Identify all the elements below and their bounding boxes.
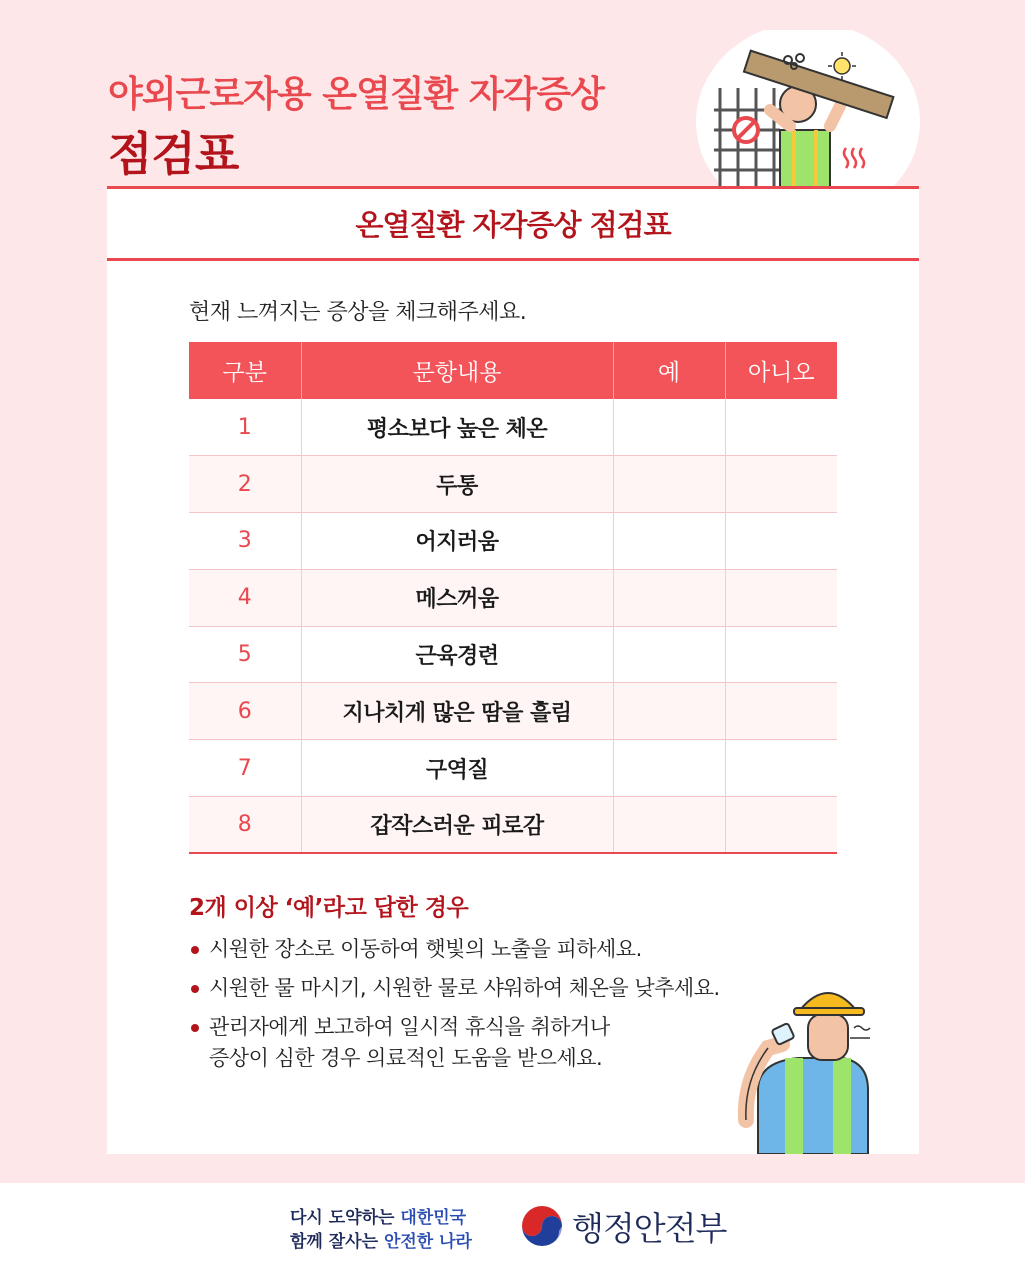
- yes-check-cell[interactable]: [613, 569, 725, 626]
- result-title: 2개 이상 ‘예’라고 답한 경우: [189, 895, 469, 921]
- symptom-checklist-table: [189, 342, 837, 854]
- header-title: 야외근로자용 온열질환 자각증상: [108, 74, 604, 115]
- row-number: 5: [189, 626, 301, 683]
- table-row: [189, 626, 837, 683]
- advice-item-line: 관리자에게 보고하여 일시적 휴식을 취하거나: [209, 1015, 610, 1039]
- row-number: 8: [189, 797, 301, 854]
- yes-check-cell[interactable]: [613, 513, 725, 570]
- yes-check-cell[interactable]: [613, 626, 725, 683]
- yes-check-cell[interactable]: [613, 797, 725, 854]
- drinking-worker-illustration: [738, 970, 888, 1154]
- column-header-yes: 예: [613, 342, 725, 399]
- header-subtitle: 점검표: [108, 127, 239, 181]
- card-title: 온열질환 자각증상 점검표: [107, 189, 919, 261]
- slogan-highlight: 대한민국: [400, 1208, 467, 1228]
- table-row: [189, 797, 837, 854]
- row-number: 4: [189, 569, 301, 626]
- yes-check-cell[interactable]: [613, 456, 725, 513]
- symptom-item: 두통: [301, 456, 613, 513]
- table-row: [189, 569, 837, 626]
- symptom-item: 어지러움: [301, 513, 613, 570]
- no-check-cell[interactable]: [725, 683, 837, 740]
- no-check-cell[interactable]: [725, 399, 837, 456]
- symptom-item: 구역질: [301, 740, 613, 797]
- instruction-text: 현재 느껴지는 증상을 체크해주세요.: [189, 300, 527, 325]
- table-row: [189, 740, 837, 797]
- row-number: 7: [189, 740, 301, 797]
- no-check-cell[interactable]: [725, 513, 837, 570]
- construction-worker-illustration: [690, 30, 920, 190]
- row-number: 1: [189, 399, 301, 456]
- table-row: [189, 683, 837, 740]
- yes-check-cell[interactable]: [613, 740, 725, 797]
- advice-item: [189, 1012, 789, 1074]
- no-check-cell[interactable]: [725, 569, 837, 626]
- symptom-item: 갑작스러운 피로감: [301, 797, 613, 854]
- slogan-highlight: 안전한 나라: [383, 1232, 472, 1252]
- symptom-item: 평소보다 높은 체온: [301, 399, 613, 456]
- symptom-item: 지나치게 많은 땀을 흘림: [301, 683, 613, 740]
- row-number: 6: [189, 683, 301, 740]
- column-header-category: 구분: [189, 342, 301, 399]
- row-number: 3: [189, 513, 301, 570]
- no-check-cell[interactable]: [725, 456, 837, 513]
- yes-check-cell[interactable]: [613, 399, 725, 456]
- no-check-cell[interactable]: [725, 626, 837, 683]
- no-check-cell[interactable]: [725, 797, 837, 854]
- yes-check-cell[interactable]: [613, 683, 725, 740]
- taegeuk-emblem-icon: [521, 1205, 563, 1247]
- ministry-name: 행정안전부: [572, 1209, 727, 1248]
- footer: [0, 1183, 1025, 1281]
- table-row: [189, 513, 837, 570]
- no-check-cell[interactable]: [725, 740, 837, 797]
- advice-item-line: 증상이 심한 경우 의료적인 도움을 받으세요.: [209, 1046, 603, 1070]
- symptom-item: 메스꺼움: [301, 569, 613, 626]
- slogan-text: 다시 도약하는: [290, 1208, 401, 1228]
- table-header-row: [189, 342, 837, 399]
- table-row: [189, 399, 837, 456]
- symptom-item: 근육경련: [301, 626, 613, 683]
- government-slogan: [290, 1206, 472, 1254]
- column-header-no: 아니오: [725, 342, 837, 399]
- advice-item: 시원한 장소로 이동하여 햇빛의 노출을 피하세요.: [189, 934, 789, 965]
- advice-item: 시원한 물 마시기, 시원한 물로 샤워하여 체온을 낮추세요.: [189, 973, 789, 1004]
- row-number: 2: [189, 456, 301, 513]
- slogan-text: 함께 잘사는: [290, 1232, 384, 1252]
- column-header-item: 문항내용: [301, 342, 613, 399]
- table-row: [189, 456, 837, 513]
- advice-list: [189, 934, 789, 1082]
